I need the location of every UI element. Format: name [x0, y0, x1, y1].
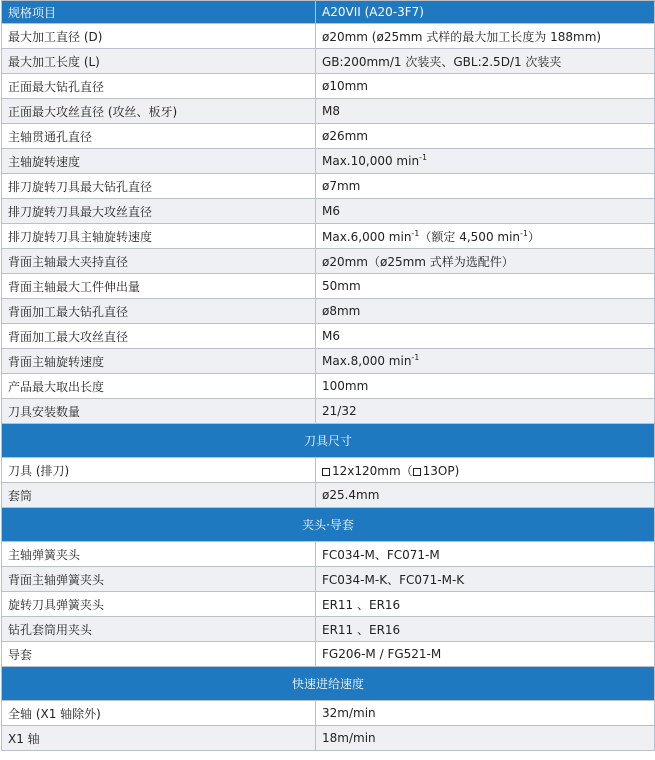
spec-label: 旋转刀具弹簧夹头: [2, 592, 316, 617]
spec-label: 背面主轴弹簧夹头: [2, 567, 316, 592]
value-text-rated: （额定 4,500 min: [419, 229, 521, 244]
table-header-row: [2, 1, 655, 24]
unit-exponent: -1: [419, 153, 428, 162]
spec-value: ER11 、ER16: [316, 617, 655, 642]
spec-value: 18m/min: [316, 726, 655, 751]
spec-value: ø26mm: [316, 124, 655, 149]
section-header-rapid-feed: [2, 667, 655, 701]
spec-value: 32m/min: [316, 701, 655, 726]
table-row: [2, 592, 655, 617]
table-row: [2, 701, 655, 726]
spec-value: [316, 349, 655, 374]
spec-label: 刀具安装数量: [2, 399, 316, 424]
spec-label: X1 轴: [2, 726, 316, 751]
spec-label: 背面主轴旋转速度: [2, 349, 316, 374]
table-row: [2, 399, 655, 424]
spec-label: 全轴 (X1 轴除外): [2, 701, 316, 726]
spec-label: 主轴弹簧夹头: [2, 542, 316, 567]
spec-label: 正面最大钻孔直径: [2, 74, 316, 99]
spec-label: 背面主轴最大夹持直径: [2, 249, 316, 274]
spec-label: 产品最大取出长度: [2, 374, 316, 399]
section-header-chuck-guide: [2, 508, 655, 542]
spec-label: 钻孔套筒用夹头: [2, 617, 316, 642]
header-model: A20VII (A20-3F7): [316, 1, 655, 24]
table-row: [2, 124, 655, 149]
table-row: [2, 458, 655, 483]
unit-exponent: -1: [411, 228, 420, 238]
table-row: [2, 74, 655, 99]
table-row: [2, 642, 655, 667]
spec-value: ø10mm: [316, 74, 655, 99]
section-title: 夹头·导套: [2, 508, 655, 542]
unit-exponent: -1: [520, 228, 529, 238]
spec-value: 21/32: [316, 399, 655, 424]
header-label: 规格项目: [2, 1, 316, 24]
spec-value: ER11 、ER16: [316, 592, 655, 617]
spec-value: FG206-M / FG521-M: [316, 642, 655, 667]
table-row: [2, 542, 655, 567]
spec-value: [316, 149, 655, 174]
spec-value: FC034-M、FC071-M: [316, 542, 655, 567]
spec-label: 最大加工长度 (L): [2, 49, 316, 74]
table-row: [2, 726, 655, 751]
table-row: [2, 299, 655, 324]
spec-value: ø7mm: [316, 174, 655, 199]
table-row: [2, 24, 655, 49]
spec-value: M8: [316, 99, 655, 124]
spec-value: FC034-M-K、FC071-M-K: [316, 567, 655, 592]
square-symbol-icon: [413, 468, 421, 476]
table-row: [2, 374, 655, 399]
table-row: [2, 249, 655, 274]
value-text: 12x120mm（: [332, 463, 413, 478]
table-row: [2, 99, 655, 124]
table-row: [2, 349, 655, 374]
value-text-close: ）: [528, 229, 541, 244]
spec-label: 排刀旋转刀具最大钻孔直径: [2, 174, 316, 199]
unit-exponent: -1: [411, 353, 420, 362]
spec-label: 背面加工最大钻孔直径: [2, 299, 316, 324]
table-row: [2, 49, 655, 74]
table-row: [2, 149, 655, 174]
spec-label: 导套: [2, 642, 316, 667]
spec-table: [1, 0, 655, 751]
value-text: Max.8,000 min: [322, 354, 412, 368]
spec-label: 正面最大攻丝直径 (攻丝、板牙): [2, 99, 316, 124]
spec-value: ø20mm (ø25mm 式样的最大加工长度为 188mm): [316, 24, 655, 49]
spec-value: 50mm: [316, 274, 655, 299]
spec-value: ø8mm: [316, 299, 655, 324]
spec-value: M6: [316, 324, 655, 349]
spec-value: ø20mm（ø25mm 式样为选配件）: [316, 249, 655, 274]
section-title: 刀具尺寸: [2, 424, 655, 458]
table-row: [2, 274, 655, 299]
spec-value: GB:200mm/1 次装夹、GBL:2.5D/1 次装夹: [316, 49, 655, 74]
spec-label: 刀具 (排刀): [2, 458, 316, 483]
table-row: [2, 199, 655, 224]
spec-label: 排刀旋转刀具主轴旋转速度: [2, 224, 316, 249]
table-row: [2, 617, 655, 642]
spec-value: M6: [316, 199, 655, 224]
spec-value: [316, 224, 655, 249]
table-row: [2, 224, 655, 249]
spec-label: 主轴旋转速度: [2, 149, 316, 174]
spec-label: 背面主轴最大工件伸出量: [2, 274, 316, 299]
section-title: 快速进给速度: [2, 667, 655, 701]
spec-label: 背面加工最大攻丝直径: [2, 324, 316, 349]
square-symbol-icon: [322, 468, 330, 476]
table-row: [2, 174, 655, 199]
section-header-tool-size: [2, 424, 655, 458]
value-text: Max.10,000 min: [322, 154, 420, 168]
spec-label: 主轴贯通孔直径: [2, 124, 316, 149]
spec-value: [316, 458, 655, 483]
spec-label: 排刀旋转刀具最大攻丝直径: [2, 199, 316, 224]
value-text: 13OP): [422, 463, 460, 478]
spec-label: 套筒: [2, 483, 316, 508]
table-row: [2, 483, 655, 508]
table-row: [2, 567, 655, 592]
spec-value: 100mm: [316, 374, 655, 399]
value-text: Max.6,000 min: [322, 229, 412, 244]
spec-value: ø25.4mm: [316, 483, 655, 508]
table-row: [2, 324, 655, 349]
spec-label: 最大加工直径 (D): [2, 24, 316, 49]
